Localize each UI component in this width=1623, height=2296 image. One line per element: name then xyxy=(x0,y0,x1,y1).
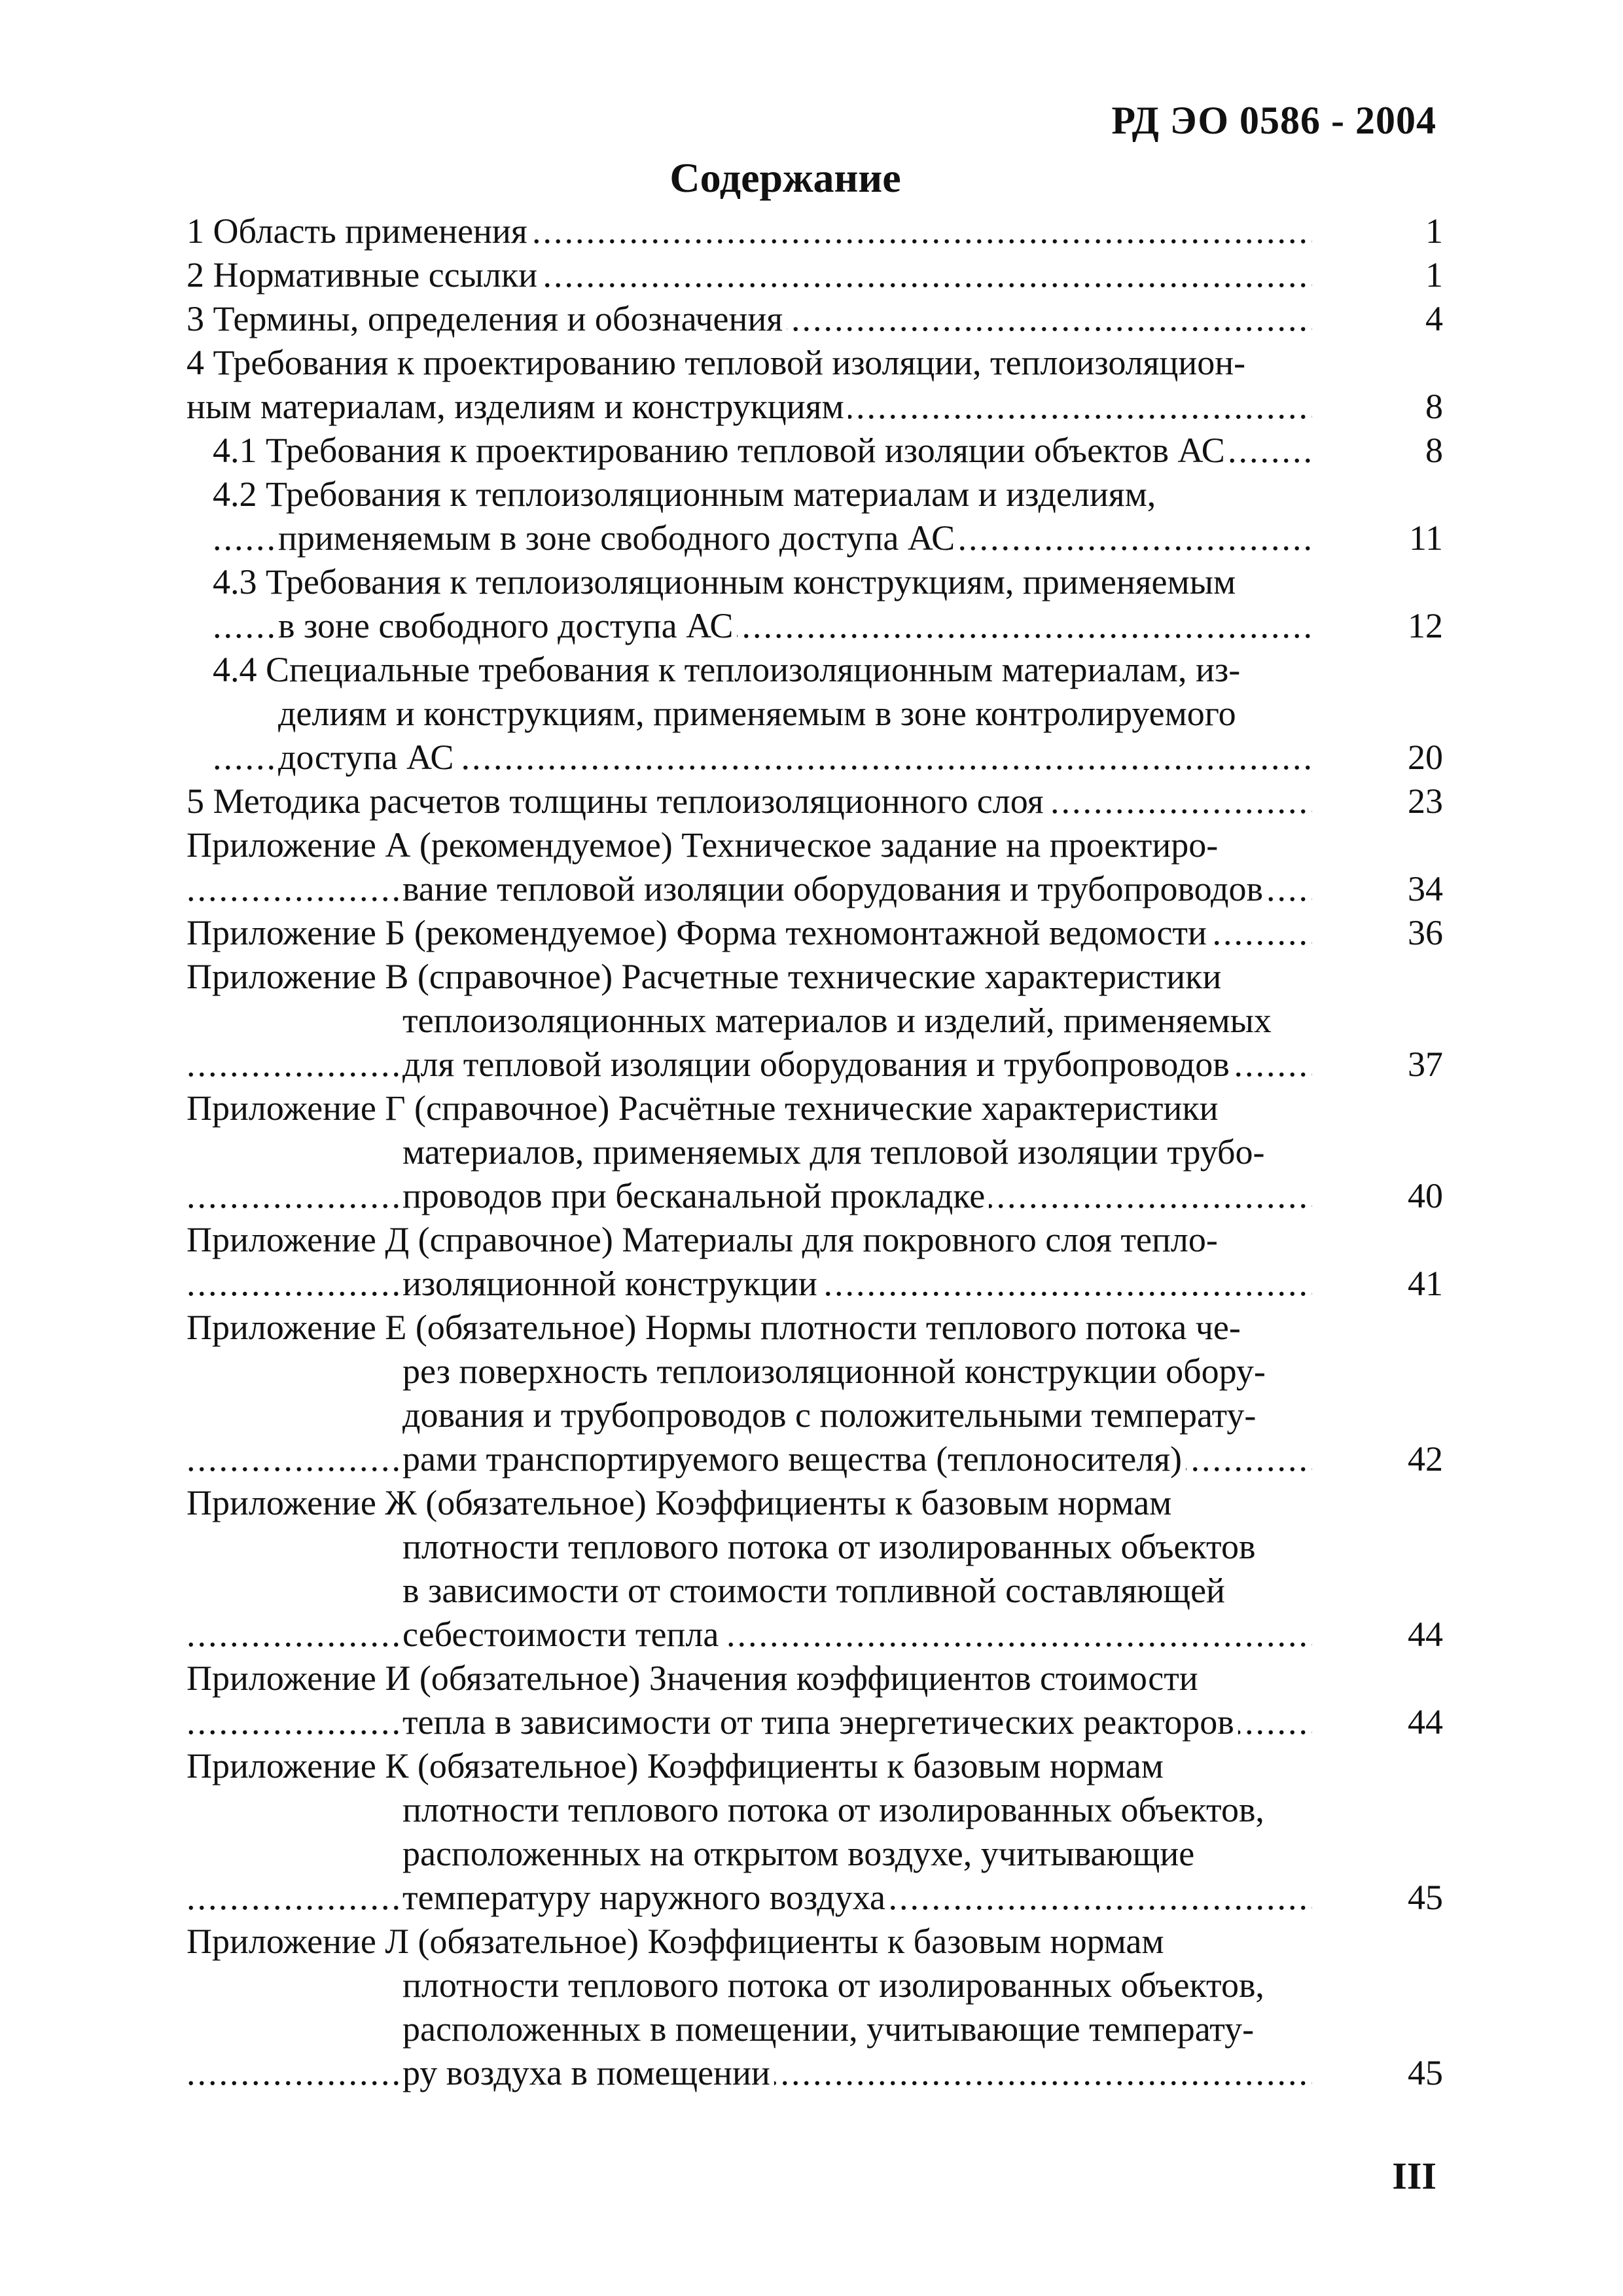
toc-entry-line xyxy=(187,1481,1443,1525)
toc-entry-line xyxy=(187,1525,1443,1569)
toc-entry-line xyxy=(187,780,1443,823)
toc-entry-line xyxy=(187,1262,1443,1306)
toc-entry-page: 20 xyxy=(1408,738,1443,777)
toc-entry xyxy=(187,1086,1443,1218)
toc-entry-text: плотности теплового потока от изолированных объектов xyxy=(402,1527,1256,1566)
toc-entry-text: себестоимости тепла xyxy=(402,1615,722,1654)
toc-entry-line xyxy=(187,1700,1443,1744)
toc-entry-page: 8 xyxy=(1425,431,1443,470)
toc-entry-line xyxy=(187,1393,1443,1437)
toc-entry xyxy=(187,911,1443,955)
toc-entry-text: проводов при бесканальной прокладке xyxy=(402,1176,989,1215)
toc-entry-text: температуру наружного воздуха xyxy=(402,1878,889,1917)
toc-entry-line xyxy=(187,2007,1443,2051)
toc-entry xyxy=(187,209,1443,253)
toc-entry-page: 40 xyxy=(1408,1176,1443,1215)
toc-entry-line xyxy=(187,1306,1443,1350)
toc-entry-page: 37 xyxy=(1408,1045,1443,1084)
toc-entry-text: 4.3 Требования к теплоизоляционным конструкциям, применяемым xyxy=(213,562,1236,601)
toc-entry-line xyxy=(187,1964,1443,2007)
toc-entry-line xyxy=(187,1130,1443,1174)
toc-entry-text: Приложение Е (обязательное) Нормы плотности теплового потока че- xyxy=(187,1308,1241,1347)
toc-entry xyxy=(187,955,1443,1086)
toc-title: Содержание xyxy=(669,154,901,201)
toc-entry-line xyxy=(213,692,1443,736)
toc-entry-text: для тепловой изоляции оборудования и трубопроводов xyxy=(402,1045,1234,1084)
toc-entry xyxy=(187,1920,1443,2095)
toc-entry-line xyxy=(187,1569,1443,1613)
toc-entry-line xyxy=(187,1218,1443,1262)
toc-entry-line xyxy=(187,1613,1443,1657)
toc-entry-text: Приложение И (обязательное) Значения коэффициентов стоимости xyxy=(187,1659,1198,1698)
toc-entry-line xyxy=(213,736,1443,780)
toc-entry-line xyxy=(187,1876,1443,1920)
toc-entry-line xyxy=(187,1744,1443,1788)
toc-entry-line xyxy=(213,604,1443,648)
toc-entry-line xyxy=(187,1657,1443,1700)
table-of-contents xyxy=(187,209,1443,2095)
toc-entry-text: 4 Требования к проектированию тепловой изоляции, теплоизоляцион- xyxy=(187,343,1246,382)
toc-entry-text: рез поверхность теплоизоляционной конструкции обору- xyxy=(402,1352,1266,1391)
toc-entry-text: Приложение Д (справочное) Материалы для покровного слоя тепло- xyxy=(187,1220,1218,1259)
toc-entry-line xyxy=(187,1832,1443,1876)
toc-entry-text: изоляционной конструкции xyxy=(402,1264,821,1303)
toc-entry-line xyxy=(187,911,1443,955)
toc-entry-page: 1 xyxy=(1425,211,1443,251)
toc-entry-text: 4.4 Специальные требования к теплоизоляционным материалам, из- xyxy=(213,650,1241,689)
toc-entry-line xyxy=(187,341,1443,385)
toc-entry-page: 12 xyxy=(1408,606,1443,645)
toc-entry-line xyxy=(187,1174,1443,1218)
toc-entry-page: 44 xyxy=(1408,1615,1443,1654)
toc-entry-text: Приложение А (рекомендуемое) Техническое задание на проектиро- xyxy=(187,825,1219,865)
toc-entry-page: 34 xyxy=(1408,869,1443,908)
toc-entry-line xyxy=(187,385,1443,429)
toc-entry-page: 36 xyxy=(1408,913,1443,952)
toc-entry-text: в зоне свободного доступа АС xyxy=(278,606,737,645)
toc-entry xyxy=(187,297,1443,341)
toc-entry-text: материалов, применяемых для тепловой изоляции трубо- xyxy=(402,1132,1265,1172)
toc-entry-text: дования и трубопроводов с положительными температу- xyxy=(402,1395,1257,1435)
toc-entry-page: 41 xyxy=(1408,1264,1443,1303)
toc-entry-line xyxy=(187,2051,1443,2095)
toc-entry-text: ным материалам, изделиям и конструкциям xyxy=(187,387,848,426)
toc-entry xyxy=(187,780,1443,823)
toc-entry xyxy=(187,253,1443,297)
toc-entry-text: расположенных в помещении, учитывающие температу- xyxy=(402,2009,1255,2049)
toc-entry-text: 4.1 Требования к проектированию тепловой изоляции объектов АС xyxy=(213,431,1229,470)
toc-entry-line xyxy=(213,516,1443,560)
toc-entry-line xyxy=(213,473,1443,516)
toc-entry-page: 4 xyxy=(1425,299,1443,338)
toc-entry-page: 44 xyxy=(1408,1702,1443,1742)
page-number: III xyxy=(1392,2155,1436,2197)
toc-entry-line xyxy=(187,867,1443,911)
toc-entry-line xyxy=(187,209,1443,253)
toc-entry-line xyxy=(187,1788,1443,1832)
toc-entry-line xyxy=(187,1043,1443,1086)
toc-entry xyxy=(187,1481,1443,1657)
toc-entry-text: 4.2 Требования к теплоизоляционным материалам и изделиям, xyxy=(213,475,1156,514)
toc-entry-page: 42 xyxy=(1408,1439,1443,1479)
toc-entry-text: в зависимости от стоимости топливной составляющей xyxy=(402,1571,1225,1610)
toc-entry-text: 2 Нормативные ссылки xyxy=(187,255,541,295)
toc-entry-line xyxy=(187,297,1443,341)
toc-entry-text: Приложение Л (обязательное) Коэффициенты к базовым нормам xyxy=(187,1922,1164,1961)
toc-entry-line xyxy=(187,955,1443,999)
toc-entry-line xyxy=(187,1920,1443,1964)
toc-entry xyxy=(187,1744,1443,1920)
toc-entry-page: 8 xyxy=(1425,387,1443,426)
toc-entry-line xyxy=(187,253,1443,297)
toc-entry-text: Приложение В (справочное) Расчетные технические характеристики xyxy=(187,957,1222,996)
toc-entry-text: тепла в зависимости от типа энергетических реакторов xyxy=(402,1702,1238,1742)
toc-entry xyxy=(187,1218,1443,1306)
toc-entry-text: доступа АС xyxy=(278,738,457,777)
toc-entry-line xyxy=(187,1350,1443,1393)
toc-entry-page: 1 xyxy=(1425,255,1443,295)
toc-entry-line xyxy=(213,648,1443,692)
toc-entry-text: 5 Методика расчетов толщины теплоизоляционного слоя xyxy=(187,781,1048,821)
document-code: РД ЭО 0586 - 2004 xyxy=(1111,99,1436,142)
toc-entry-text: Приложение Ж (обязательное) Коэффициенты к базовым нормам xyxy=(187,1483,1172,1522)
toc-entry xyxy=(187,1657,1443,1744)
toc-entry xyxy=(187,1306,1443,1481)
toc-entry-text: Приложение Г (справочное) Расчётные технические характеристики xyxy=(187,1088,1219,1128)
toc-entry-text: расположенных на открытом воздухе, учитывающие xyxy=(402,1834,1195,1873)
toc-entry-text: вание тепловой изоляции оборудования и трубопроводов xyxy=(402,869,1267,908)
toc-entry xyxy=(187,823,1443,911)
toc-entry-text: плотности теплового потока от изолированных объектов, xyxy=(402,1965,1264,2005)
toc-entry xyxy=(187,560,1443,648)
toc-entry-line xyxy=(187,823,1443,867)
toc-entry-text: Приложение Б (рекомендуемое) Форма техномонтажной ведомости xyxy=(187,913,1211,952)
toc-entry-line xyxy=(213,429,1443,473)
toc-entry-text: теплоизоляционных материалов и изделий, применяемых xyxy=(402,1001,1272,1040)
toc-entry-line xyxy=(213,560,1443,604)
toc-entry xyxy=(187,648,1443,780)
toc-entry-page: 45 xyxy=(1408,1878,1443,1917)
toc-entry xyxy=(187,473,1443,560)
toc-entry-text: Приложение К (обязательное) Коэффициенты к базовым нормам xyxy=(187,1746,1164,1785)
toc-entry-text: 1 Область применения xyxy=(187,211,531,251)
toc-entry-page: 23 xyxy=(1408,781,1443,821)
toc-entry-text: применяемым в зоне свободного доступа АС xyxy=(278,518,959,558)
toc-entry xyxy=(187,429,1443,473)
toc-entry-line xyxy=(187,999,1443,1043)
toc-entry-line xyxy=(187,1437,1443,1481)
toc-entry-text: делиям и конструкциям, применяемым в зоне контролируемого xyxy=(278,694,1236,733)
toc-entry-text: плотности теплового потока от изолированных объектов, xyxy=(402,1790,1264,1829)
toc-entry-page: 11 xyxy=(1409,518,1443,558)
toc-entry-line xyxy=(187,1086,1443,1130)
toc-entry-text: рами транспортируемого вещества (теплоносителя) xyxy=(402,1439,1186,1479)
toc-entry-page: 45 xyxy=(1408,2053,1443,2092)
toc-entry xyxy=(187,341,1443,429)
toc-entry-text: 3 Термины, определения и обозначения xyxy=(187,299,787,338)
toc-entry-text: ру воздуха в помещении xyxy=(402,2053,774,2092)
